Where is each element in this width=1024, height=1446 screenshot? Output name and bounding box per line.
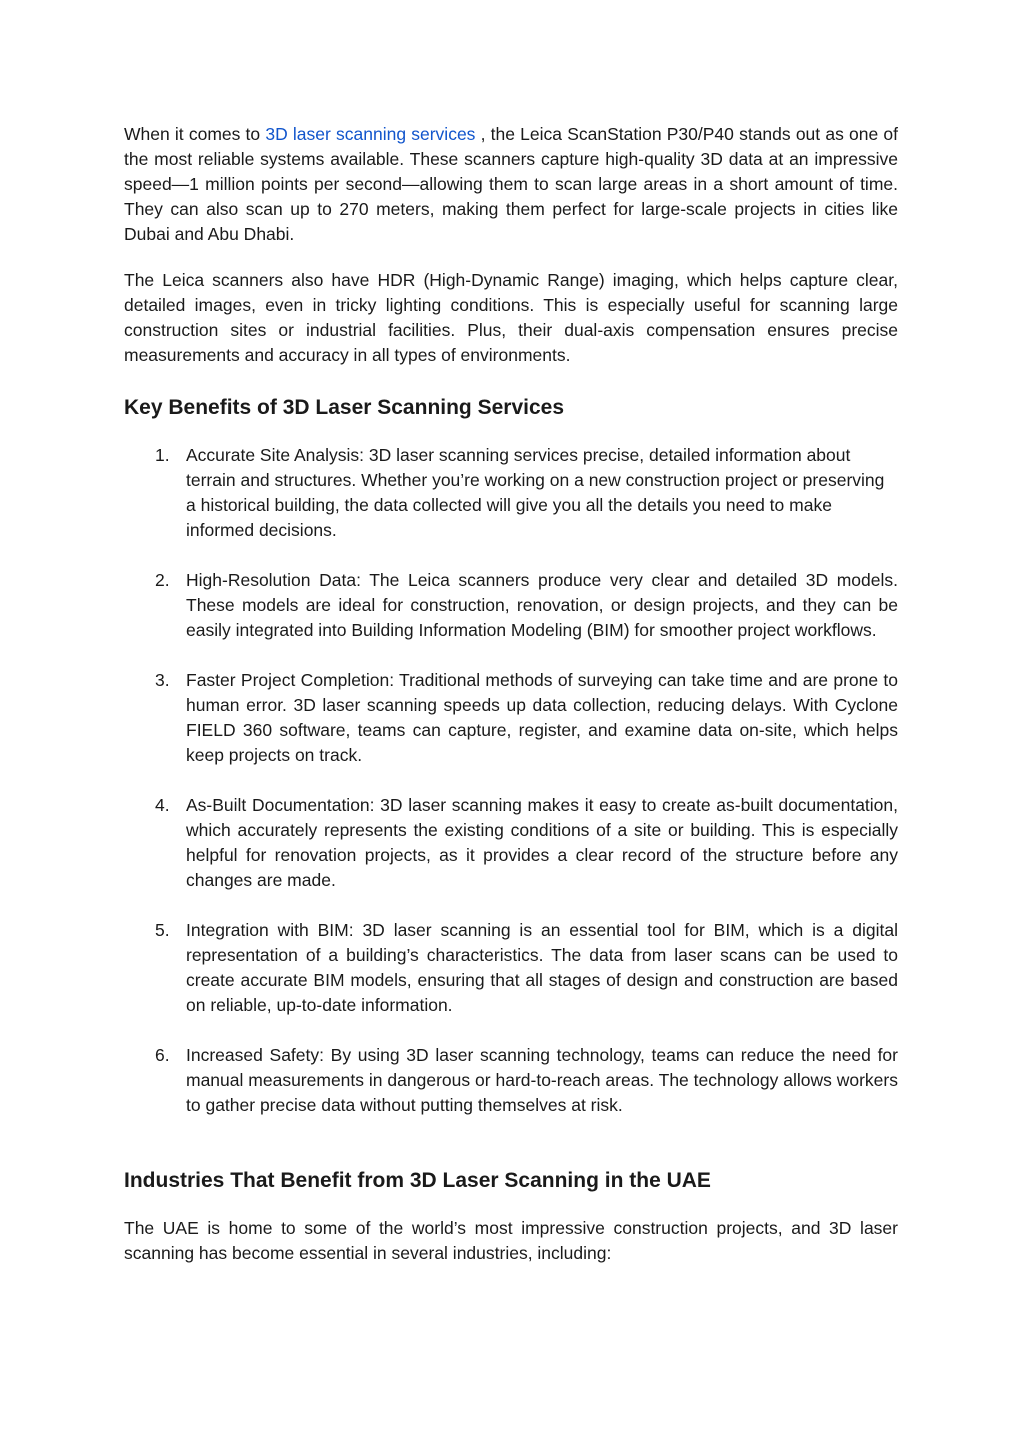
intro-paragraph-2: The Leica scanners also have HDR (High-Dynamic Range) imaging, which helps capture clear, detailed images, even in tricky lighting conditions. This is especially useful for scanning large construction sites or industrial facilities. Plus, their dual-axis compensation ensures precise measurements and accuracy in all types of environments. — [124, 270, 898, 365]
list-item — [124, 793, 898, 893]
intro-prefix: When it comes to — [124, 124, 266, 144]
list-item-number: 1. — [155, 445, 170, 465]
list-item-text: Integration with BIM: 3D laser scanning is an essential tool for BIM, which is a digital representation of a building’s characteristics. The data from laser scans can be used to create accurate BIM models, ensuring that all stages of design and construction are based on reliable, up-to-date information. — [186, 920, 898, 1015]
benefits-heading: Key Benefits of 3D Laser Scanning Services — [124, 396, 565, 419]
list-item-text: Accurate Site Analysis: 3D laser scanning services precise, detailed information about terrain and structures. Whether you’re working on a new construction project or preserving a historical building, the data collected will give you all the details you need to make informed decisions. — [186, 445, 885, 540]
list-item — [124, 918, 898, 1018]
list-item — [124, 568, 898, 643]
list-item-number: 6. — [155, 1045, 170, 1065]
laser-scanning-services-link[interactable]: 3D laser scanning services — [265, 124, 476, 144]
list-item-number: 5. — [155, 920, 170, 940]
industries-heading: Industries That Benefit from 3D Laser Scanning in the UAE — [124, 1169, 711, 1192]
list-item-number: 3. — [155, 670, 170, 690]
intro-suffix: , the Leica ScanStation P30/P40 stands out as one of the most reliable systems available. These scanners capture high-quality 3D data at an impressive speed—1 million points per second—allowing them to scan large areas in a short amount of time. They can also scan up to 270 meters, making them perfect for large-scale projects in cities like Dubai and Abu Dhabi. — [124, 124, 898, 244]
industries-intro-paragraph: The UAE is home to some of the world’s most impressive construction projects, and 3D laser scanning has become essential in several industries, including: — [124, 1218, 898, 1263]
benefits-list — [124, 443, 898, 1118]
document-page — [124, 122, 898, 1266]
intro-paragraph-1 — [124, 122, 898, 247]
list-item-text: As-Built Documentation: 3D laser scanning makes it easy to create as-built documentation, which accurately represents the existing conditions of a site or building. This is especially helpful for renovation projects, as it provides a clear record of the structure before any changes are made. — [186, 795, 898, 890]
list-item — [124, 443, 898, 543]
list-item — [124, 668, 898, 768]
list-item-number: 4. — [155, 795, 170, 815]
list-item-number: 2. — [155, 570, 170, 590]
list-item-text: Faster Project Completion: Traditional methods of surveying can take time and are prone to human error. 3D laser scanning speeds up data collection, reducing delays. With Cyclone FIELD 360 software, teams can capture, register, and examine data on-site, which helps keep projects on track. — [186, 670, 898, 765]
list-item — [124, 1043, 898, 1118]
list-item-text: High-Resolution Data: The Leica scanners produce very clear and detailed 3D models. These models are ideal for construction, renovation, or design projects, and they can be easily integrated into Building Information Modeling (BIM) for smoother project workflows. — [186, 570, 898, 640]
list-item-text: Increased Safety: By using 3D laser scanning technology, teams can reduce the need for manual measurements in dangerous or hard-to-reach areas. The technology allows workers to gather precise data without putting themselves at risk. — [186, 1045, 898, 1115]
